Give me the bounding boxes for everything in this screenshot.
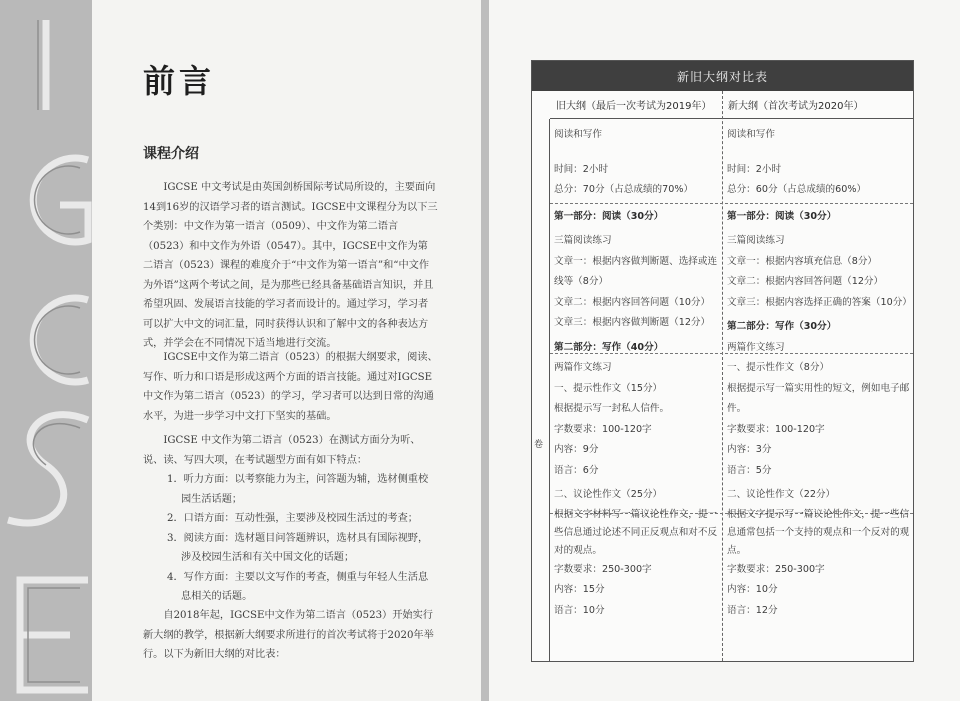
old-syllabus-header: 旧大纲（最后一次考试为2019年） <box>550 91 722 119</box>
table-title: 新旧大纲对比表 <box>532 61 913 91</box>
new-essay1-desc: 根据提示写一篇实用性的短文，例如电子邮件。 <box>727 382 910 414</box>
column-divider <box>722 91 723 661</box>
new-essay2-language: 语言：12分 <box>727 604 778 616</box>
old-part2-heading: 第二部分：写作（40分） <box>554 341 664 353</box>
list-item: 2．口语方面：互动性强，主要涉及校园生活过的考查； <box>167 513 418 524</box>
igcse-letters-graphic <box>0 0 92 701</box>
side-column <box>532 119 550 661</box>
closing-paragraph: 自2018年起，IGCSE中文作为第二语言（0523）开始实行新大纲的教学，根据新大纲要求所进行的首次考试将于2020年举行。以下为新旧大纲的对比表： <box>143 610 434 660</box>
old-part1-item: 文章三：根据内容做判断题（12分） <box>554 317 711 328</box>
feature-list <box>143 470 438 607</box>
new-essay1-words: 字数要求：100-120字 <box>727 423 825 435</box>
old-essay2-language: 语言：10分 <box>554 604 605 616</box>
book-gutter <box>481 0 489 701</box>
decorative-band <box>0 0 92 701</box>
list-item: 1．听力方面：以考察能力为主，问答题为辅，选材侧重校园生活话题； <box>167 474 429 505</box>
new-essay1-language: 语言：5分 <box>727 464 772 476</box>
old-part1-item: 文章一：根据内容做判断题、选择或连线等（8分） <box>554 255 718 287</box>
list-item: 3．阅读方面：选材题目问答题辨识，选材具有国际视野，涉及校园生活和有关中国文化的话题； <box>167 532 429 563</box>
old-time: 时间：2小时 <box>554 163 609 175</box>
section-title: 课程介绍 <box>143 146 199 162</box>
old-essay1-words: 字数要求：100-120字 <box>554 423 652 435</box>
old-essay2-content: 内容：15分 <box>554 584 605 595</box>
page-title: 前言 <box>143 62 216 100</box>
old-score: 总分：70分（占总成绩的70%） <box>554 184 694 195</box>
old-paper-name: 阅读和写作 <box>554 129 602 140</box>
intro-paragraph-2: IGCSE中文作为第二语言（0523）的根据大纲要求，阅读、写作、听力和口语是形成这两个方面的语言技能。通过对IGCSE中文作为第二语言（0523）的学习，学习者可以达到日常的沟通水平，为进一步学习中文打下坚实的基础。 <box>143 352 438 422</box>
new-syllabus-header: 新大纲（首次考试为2020年） <box>722 91 914 119</box>
new-part1-item: 文章二：根据内容回答问题（12分） <box>727 276 884 287</box>
old-essay2-desc: 根据文字材料写一篇议论性作文，提一些信息通过论述不同正反观点和对不反对的观点。 <box>554 508 718 556</box>
new-part1-heading: 第一部分：阅读（30分） <box>727 210 837 222</box>
old-syllabus-column <box>554 125 719 621</box>
new-syllabus-column <box>727 125 910 621</box>
new-part2-sub: 两篇作文练习 <box>727 341 785 353</box>
new-time: 时间：2小时 <box>727 163 782 175</box>
old-part1-sub: 三篇阅读练习 <box>554 235 612 246</box>
old-essay1-title: 一、提示性作文（15分） <box>554 382 663 394</box>
new-part1-item: 文章一：根据内容填充信息（8分） <box>727 255 878 267</box>
old-essay2-title: 二、议论性作文（25分） <box>554 489 663 500</box>
old-essay2-words: 字数要求：250-300字 <box>554 563 652 575</box>
list-item: 4．写作方面：主要以文写作的考查，侧重与年轻人生活息息相关的话题。 <box>167 571 429 602</box>
new-score: 总分：60分（占总成绩的60%） <box>727 184 867 195</box>
new-essay1-title: 一、提示性作文（8分） <box>727 362 830 373</box>
new-essay2-desc: 根据文字提示写一篇议论性作文，提一些信息通常包括一个支持的观点和一个反对的观点。 <box>727 508 910 556</box>
old-part1-heading: 第一部分：阅读（30分） <box>554 210 664 222</box>
new-essay1-content: 内容：3分 <box>727 444 772 455</box>
intro-paragraph-3: IGCSE 中文作为第二语言（0523）在测试方面分为听、说、读、写四大项，在考试题型方面有如下特点： <box>143 435 421 466</box>
new-essay2-content: 内容：10分 <box>727 584 778 595</box>
new-part2-heading: 第二部分：写作（30分） <box>727 321 837 332</box>
new-part1-item: 文章三：根据内容选择正确的答案（10分） <box>727 296 912 308</box>
new-essay2-words: 字数要求：250-300字 <box>727 563 825 575</box>
side-label: 卷 <box>534 440 544 450</box>
old-part2-sub: 两篇作文练习 <box>554 362 612 373</box>
new-essay2-title: 二、议论性作文（22分） <box>727 489 836 500</box>
old-essay1-language: 语言：6分 <box>554 464 599 476</box>
old-essay1-content: 内容：9分 <box>554 444 599 455</box>
intro-paragraph-1: IGCSE 中文考试是由英国剑桥国际考试局所设的，主要面向14到16岁的汉语学习者的语言测试。IGCSE中文课程分为以下三个类别：中文作为第一语言（0509）、中文作为第二语言（0523）和中文作为外语（0547）。其中，IGCSE中文作为第二语言（0523）课程的难度介于“中文作为第一语言”和“中文作为外语”这两个考试之间，是为那些已经具备基础语言知识，并且希望巩固、发展语言技能的学习者而设计的。通过学习，学习者可以扩大中文的词汇量，同时获得认识和了解中文的各种表达方式，并学会在不同情况下适当地进行交流。 <box>143 182 438 349</box>
comparison-table <box>531 60 914 662</box>
old-essay1-desc: 根据提示写一封私人信件。 <box>554 403 670 414</box>
new-part1-sub: 三篇阅读练习 <box>727 235 785 246</box>
old-part1-item: 文章二：根据内容回答问题（10分） <box>554 296 711 308</box>
new-paper-name: 阅读和写作 <box>727 129 775 140</box>
